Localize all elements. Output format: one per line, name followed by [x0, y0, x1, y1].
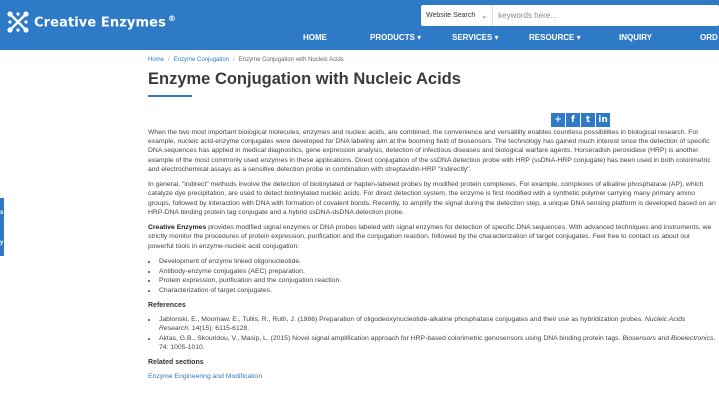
page-title: Enzyme Conjugation with Nucleic Acids	[148, 70, 461, 88]
side-tab[interactable]	[0, 198, 4, 256]
nav-resource[interactable]: RESOURCE ▾	[529, 33, 581, 42]
list-item: • Development of enzyme linked oligonucleotide.	[158, 257, 716, 266]
twitter-icon[interactable]: t	[581, 113, 595, 127]
brand-name: Creative Enzymes	[34, 15, 166, 31]
side-tab-char-2: y	[0, 240, 4, 246]
title-underline	[148, 95, 192, 97]
reference-tail: . 14(15): 6115-6128.	[188, 325, 250, 332]
related-heading: Related sections	[148, 359, 204, 367]
share-buttons	[551, 113, 610, 127]
reference-tail: . 74: 1005-1010.	[159, 334, 716, 351]
nav-home[interactable]: HOME	[303, 33, 327, 42]
list-item: • Antibody-enzyme conjugates (AEC) preparation.	[158, 267, 716, 276]
breadcrumb-current: Enzyme Conjugation with Nucleic Acids	[238, 57, 344, 63]
nav-products[interactable]: PRODUCTS ▾	[370, 33, 422, 42]
reference-journal: Biosensors and Bioelectronics	[622, 334, 714, 342]
reference-journal: Nucleic Acids Research	[159, 315, 686, 332]
list-item: • Characterization of target conjugates.	[158, 286, 716, 295]
chevron-down-icon: ⌄	[481, 12, 488, 20]
reference-item	[158, 315, 716, 333]
facebook-icon[interactable]: f	[566, 113, 580, 127]
paragraph-services	[148, 223, 716, 251]
nav-order[interactable]: ORD	[700, 33, 718, 42]
paragraph-services-text: provides modified signal enzymes or DNA probes labeled with signal enzymes for detection of specific DNA sequences. With advanced techniques and instruments, we strictly monitor the procedures of protein expression, purification and the conjugation reaction, followed by the characterization of target conjugates. Feel free to contact us about our powerful tools in enzyme-nucleic acid conjugation:	[148, 224, 712, 250]
registered-mark: ®	[167, 13, 177, 23]
company-name: Creative Enzymes	[148, 224, 207, 232]
search-bar	[421, 5, 719, 26]
brand-logo[interactable]	[6, 10, 176, 34]
logo-icon	[6, 10, 30, 34]
reference-text: Jablonski, E., Moomaw, E., Tullis, R., Ruth, J. (1986) Preparation of oligodeoxynucleotide-alkaline phosphatase conjugates and their use as hybridization probes.	[159, 315, 645, 323]
references-list	[158, 315, 716, 352]
list-item: • Protein expression, purification and the conjugation reaction.	[158, 276, 716, 285]
paragraph-methods: In general, "indirect" methods involve the detection of biotinylated or hapten-labeled probes by modified protein complexes. For example, complexes of alkaline phosphatase (AP), which catalyze dye precipitation, are used to detect biotinylated nucleic acids. For direct detection system, the enzyme is first modified with a synthetic polymer carrying many primary amino groups, followed by interaction with DNA with formation of covalent bonds. Recently, to amplify the signal during the detection step, a unique DNA sensing platform is developed based on an HRP-DNA binding protein tag conjugate and a hybrid ssDNA-dsDNA detection probe.	[148, 181, 716, 216]
breadcrumb	[148, 57, 344, 63]
breadcrumb-separator: /	[168, 57, 170, 63]
search-scope-label: Website Search	[426, 12, 476, 19]
breadcrumb-parent[interactable]: Enzyme Conjugation	[173, 57, 230, 63]
site-header	[0, 0, 719, 50]
linkedin-icon[interactable]: in	[596, 113, 610, 127]
reference-text: Aktas, G.B., Skouridou, V., Masip, L. (2015) Novel signal amplification approach for HRP-based colorimetric genosensors using DNA binding protein tags.	[159, 334, 623, 342]
search-scope-select[interactable]	[421, 5, 493, 26]
article-body	[148, 128, 716, 381]
related-link[interactable]: Enzyme Engineering and Modification	[148, 372, 263, 380]
references-heading: References	[148, 302, 186, 310]
nav-inquiry[interactable]: INQUIRY	[619, 33, 653, 42]
reference-item	[158, 334, 716, 352]
side-tab-char-1: s	[0, 210, 4, 216]
services-list	[158, 257, 716, 295]
main-nav	[0, 33, 719, 45]
breadcrumb-home[interactable]: Home	[148, 57, 165, 63]
search-input[interactable]	[493, 6, 719, 25]
breadcrumb-separator: /	[233, 57, 235, 63]
paragraph-intro: When the two most important biological molecules, enzymes and nucleic acids, are combined, the convenience and versatility enables countless possibilities in biological research. For example, nucleic acid-enzyme conjugates were developed for DNA labeling aim at the booming field of biosensors. The technology has gained much interest since the detection of specific DNA sequences has applied in medical diagnostics, gene expression analysis, detection of infectious diseases and biological warfare agents. Horseradish peroxidase (HRP) is another example of the most commonly used enzymes in these applications. Direct conjugation of the ssDNA detection probe with HRP (ssDNA-HRP conjugate) has been used in both colorimetric and electrochemical assays as a sensitive detection probe in combination with streptavidin-HRP "indirectly".	[148, 129, 711, 173]
nav-services[interactable]: SERVICES ▾	[452, 33, 499, 42]
share-plus-icon[interactable]: +	[551, 113, 565, 127]
